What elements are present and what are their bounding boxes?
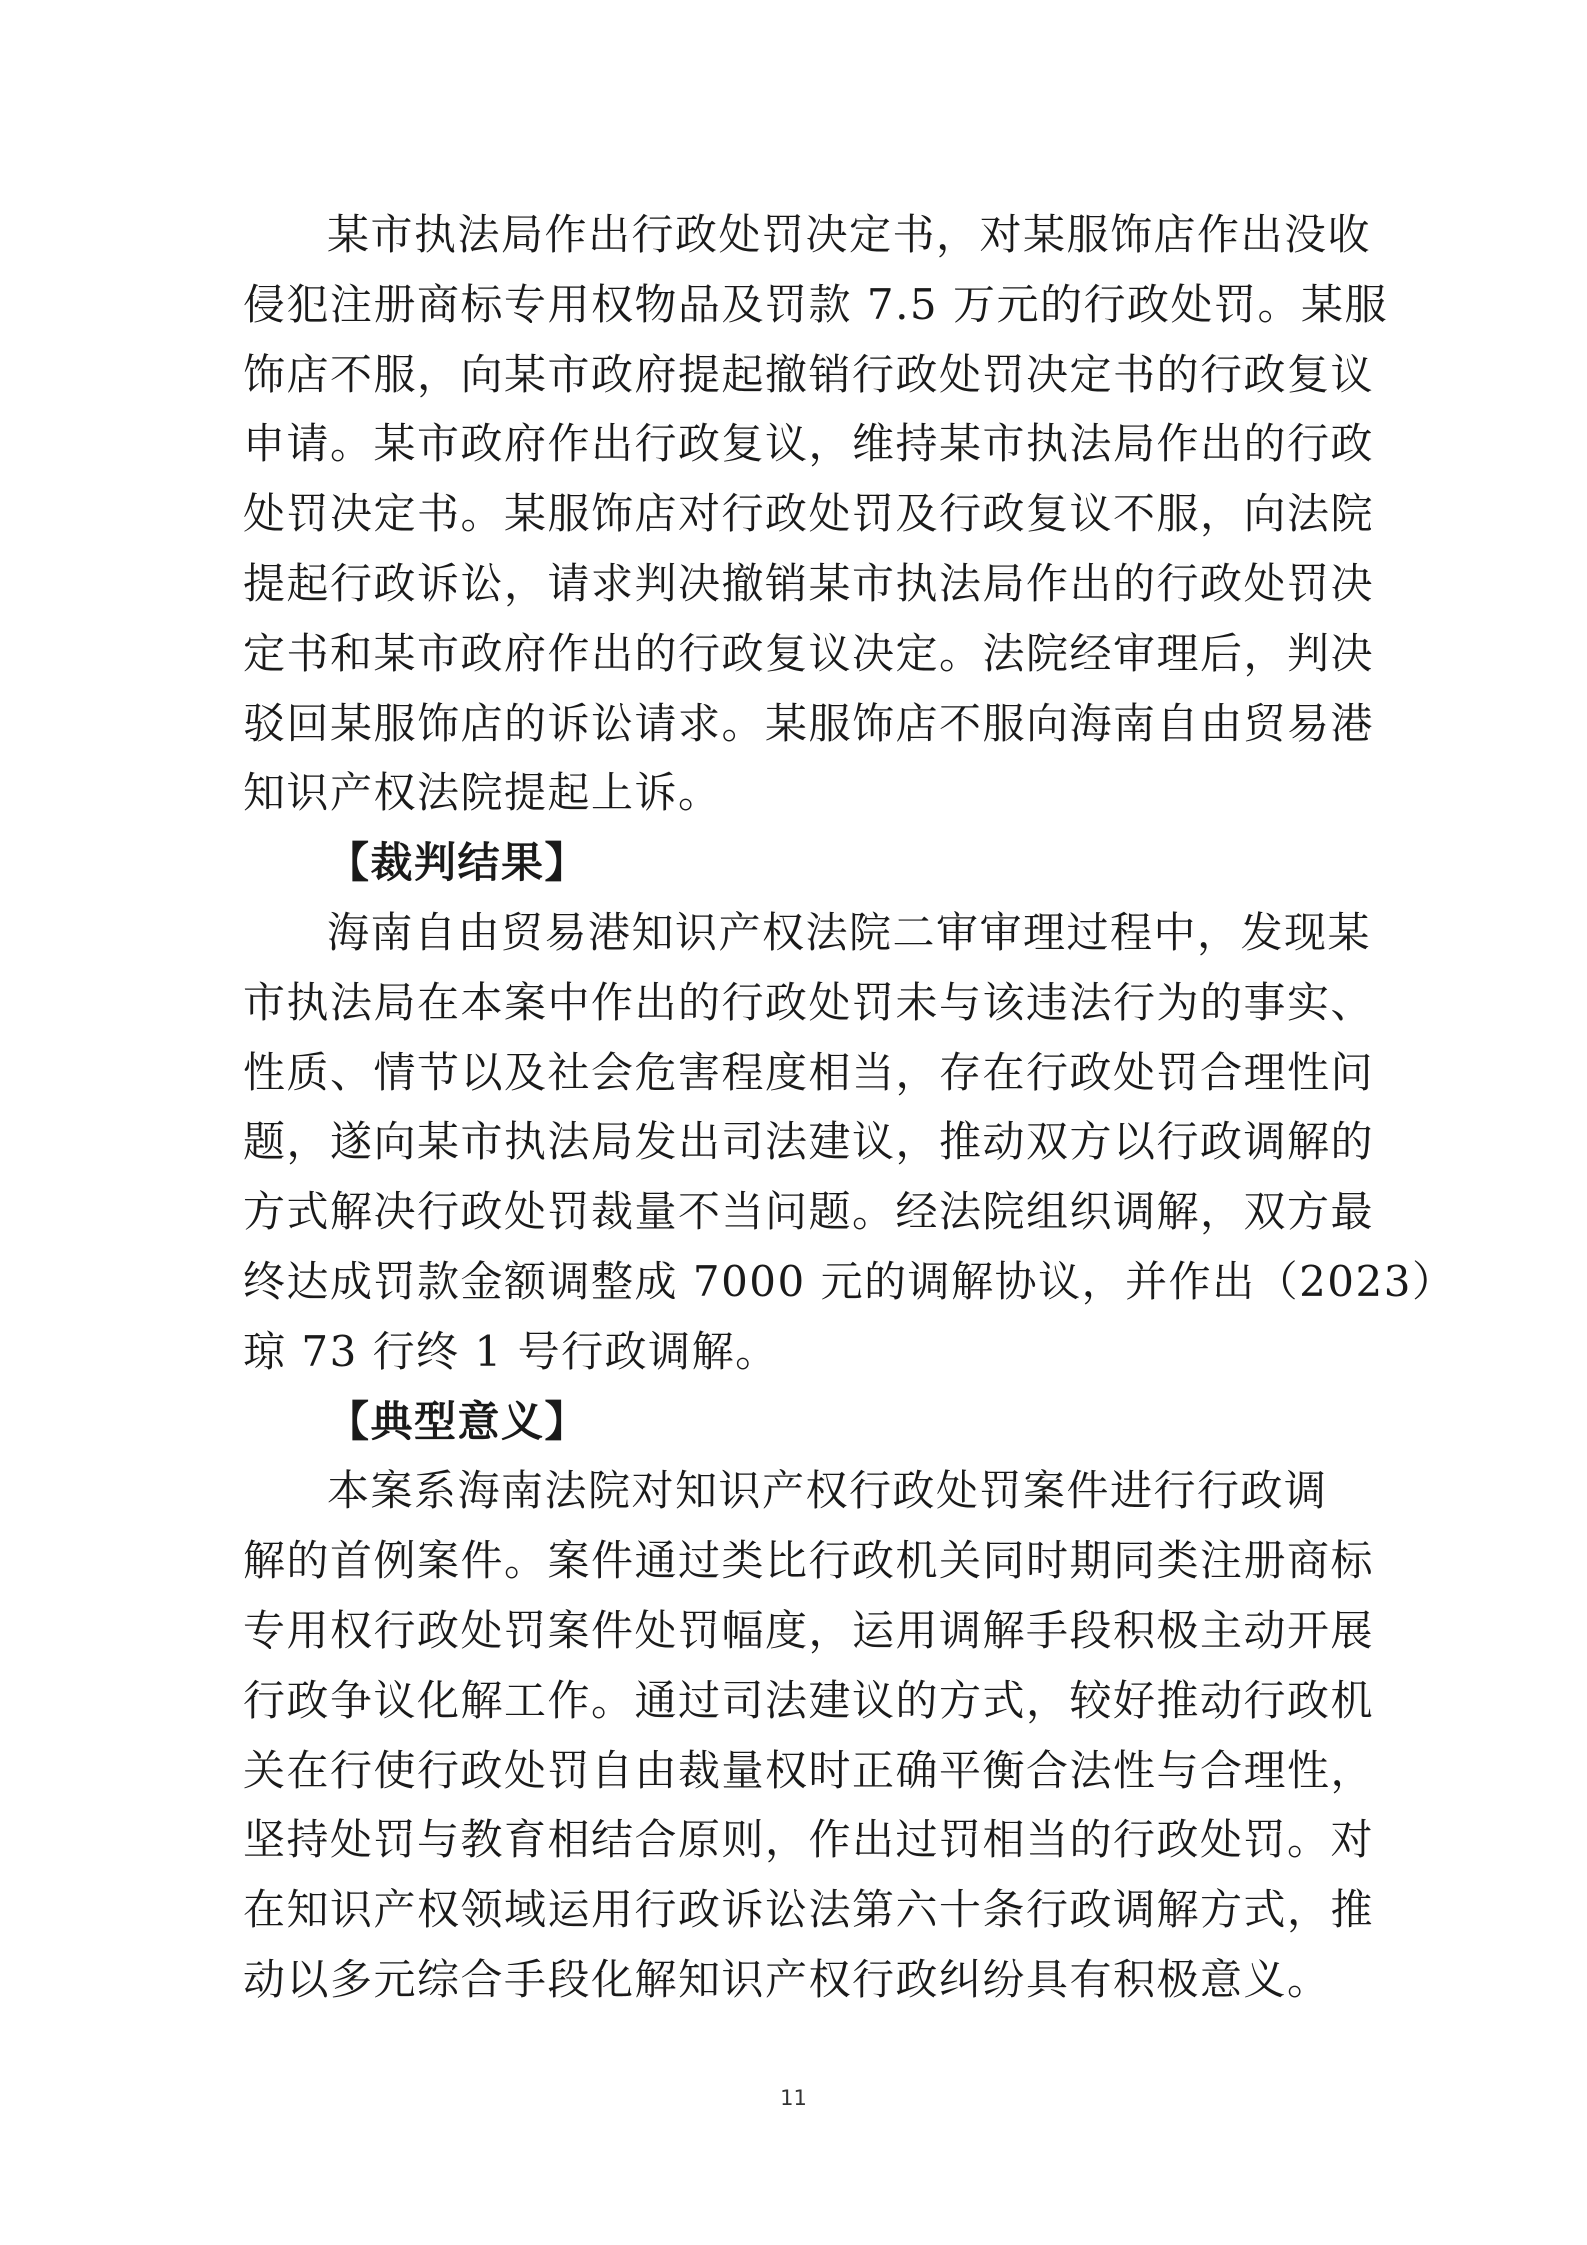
paragraph-line: 市执法局在本案中作出的行政处罚未与该违法行为的事实、: [243, 977, 1375, 1027]
paragraph-line: 驳回某服饰店的诉讼请求。某服饰店不服向海南自由贸易港: [243, 698, 1375, 748]
paragraph-line: 申请。某市政府作出行政复议，维持某市执法局作出的行政: [243, 419, 1375, 469]
page-number: 11: [780, 2086, 807, 2110]
paragraph-line: 坚持处罚与教育相结合原则，作出过罚相当的行政处罚。对: [243, 1815, 1375, 1865]
paragraph-line: 某市执法局作出行政处罚决定书，对某服饰店作出没收: [327, 210, 1372, 259]
paragraph-line: 在知识产权领域运用行政诉讼法第六十条行政调解方式，推: [243, 1885, 1375, 1935]
paragraph-line: 侵犯注册商标专用权物品及罚款 7.5 万元的行政处罚。某服: [243, 279, 1388, 329]
paragraph-line: 题，遂向某市执法局发出司法建议，推动双方以行政调解的: [243, 1117, 1375, 1167]
paragraph-line: 行政争议化解工作。通过司法建议的方式，较好推动行政机: [243, 1675, 1375, 1725]
document-body: [243, 200, 1456, 2015]
paragraph-line: 方式解决行政处罚裁量不当问题。经法院组织调解，双方最: [243, 1187, 1375, 1237]
paragraph-line: 饰店不服，向某市政府提起撤销行政处罚决定书的行政复议: [243, 349, 1375, 399]
paragraph-line: 专用权行政处罚案件处罚幅度，运用调解手段积极主动开展: [243, 1605, 1375, 1655]
paragraph-line: 性质、情节以及社会危害程度相当，存在行政处罚合理性问: [243, 1047, 1375, 1097]
section-heading-judgment-result: 【裁判结果】: [327, 838, 589, 888]
paragraph-line: 解的首例案件。案件通过类比行政机关同时期同类注册商标: [243, 1536, 1375, 1586]
paragraph-line: 知识产权法院提起上诉。: [243, 768, 722, 818]
paragraph-line: 处罚决定书。某服饰店对行政处罚及行政复议不服，向法院: [243, 489, 1375, 539]
paragraph-line: 动以多元综合手段化解知识产权行政纠纷具有积极意义。: [243, 1954, 1331, 2004]
section-heading-typical-significance: 【典型意义】: [327, 1396, 589, 1446]
paragraph-line: 关在行使行政处罚自由裁量权时正确平衡合法性与合理性，: [243, 1745, 1375, 1795]
paragraph-line: 本案系海南法院对知识产权行政处罚案件进行行政调: [327, 1466, 1328, 1516]
paragraph-line: 提起行政诉讼，请求判决撤销某市执法局作出的行政处罚决: [243, 558, 1375, 608]
paragraph-line: 琼 73 行终 1 号行政调解。: [243, 1326, 779, 1376]
paragraph-line: 定书和某市政府作出的行政复议决定。法院经审理后，判决: [243, 628, 1375, 678]
paragraph-line: 海南自由贸易港知识产权法院二审审理过程中，发现某: [327, 907, 1372, 957]
paragraph-line: 终达成罚款金额调整成 7000 元的调解协议，并作出（2023）: [243, 1256, 1456, 1306]
